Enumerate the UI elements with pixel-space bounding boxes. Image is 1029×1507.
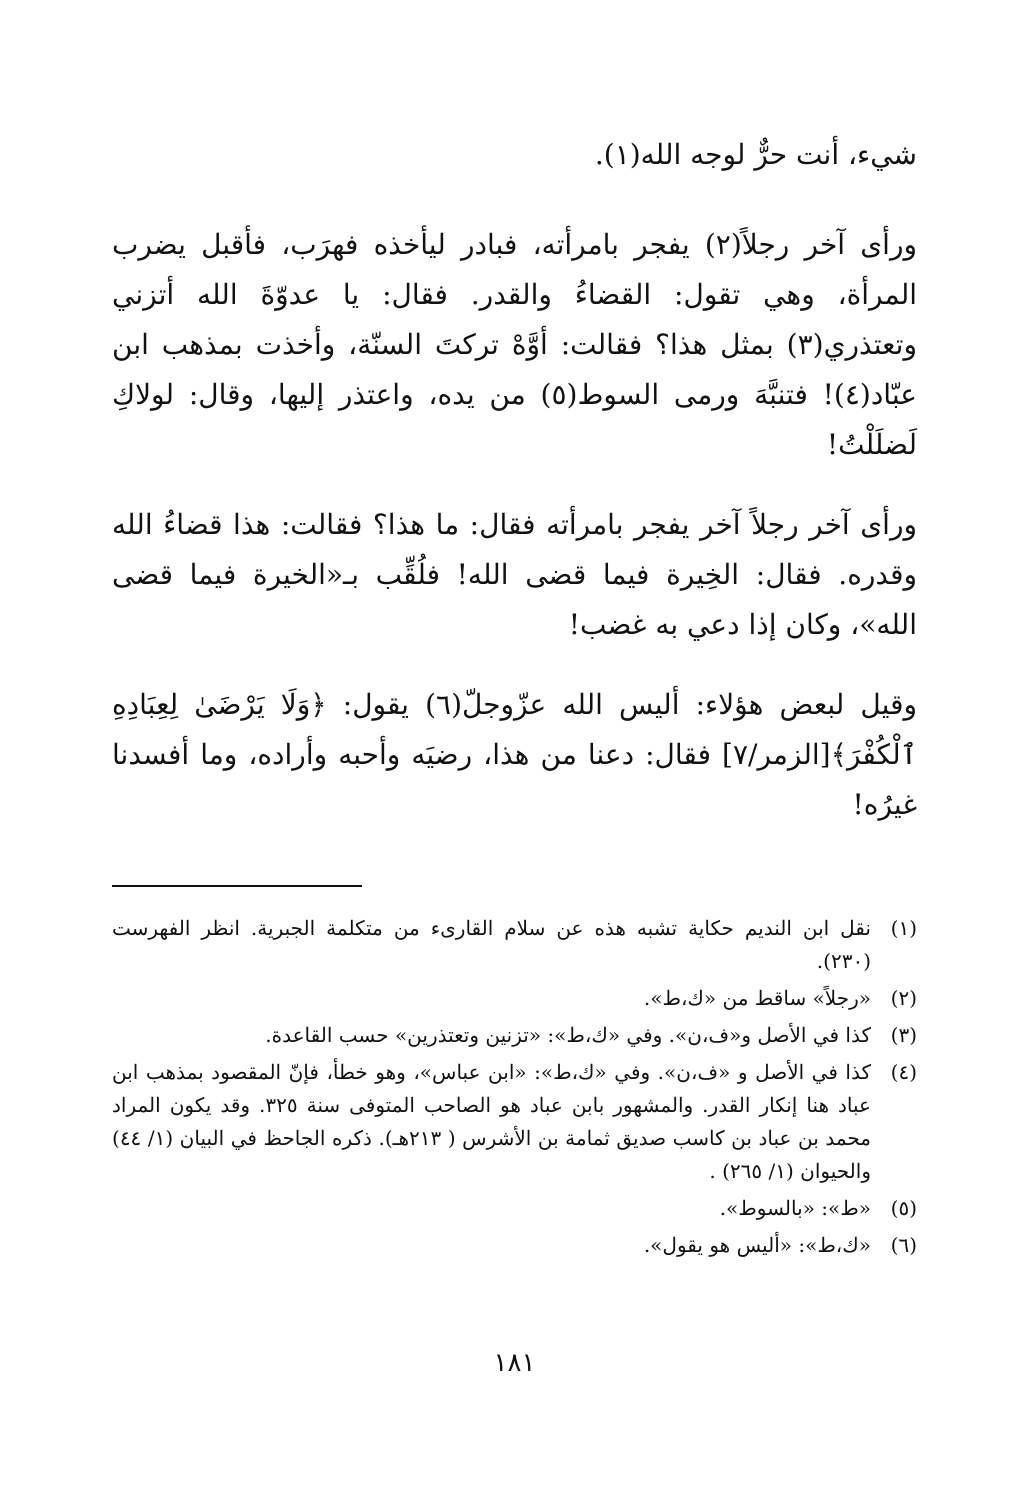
paragraph-3: ورأى آخر رجلاً آخر يفجر بامرأته فقال: ما هذا؟ فقالت: هذا قضاءُ الله وقدره. فقال: الخِيرة فيما قضى الله! فلُقِّب بـ«الخيرة فيما قضى الله»، وكان إذا دعي به غضب!: [112, 508, 917, 641]
footnote-text: «رجلاً» ساقط من «ك،ط».: [643, 986, 871, 1010]
footnote-number: (٦): [890, 1233, 917, 1257]
footnote-number: (٥): [890, 1196, 917, 1220]
main-text: [112, 130, 917, 860]
footnote-2: [112, 982, 917, 1015]
footnote-divider: [112, 885, 362, 887]
page-number: ١٨١: [493, 1348, 536, 1378]
paragraph-4: وقيل لبعض هؤلاء: أليس الله عزّوجلّ(٦) يقول: ﴿وَلَا يَرْضَىٰ لِعِبَادِهِ ٱلْكُفْرَ﴾[الزمر/٧] فقال: دعنا من هذا، رضيَه وأحبه وأراده، وما أفسدنا غيرُه!: [112, 688, 917, 821]
footnote-6: [112, 1229, 917, 1262]
footnote-5: [112, 1192, 917, 1225]
footnote-number: (١): [890, 916, 917, 940]
footnote-text: كذا في الأصل و«ف،ن». وفي «ك،ط»: «تزنين وتعتذرين» حسب القاعدة.: [265, 1023, 871, 1047]
footnote-4: [112, 1056, 917, 1188]
footnote-text: كذا في الأصل و «ف،ن». وفي «ك،ط»: «ابن عباس»، وهو خطأ، فإنّ المقصود بمذهب ابن عباد هنا إنكار القدر. والمشهور بابن عباد هو الصاحب المتوفى سنة ٣٢٥. وقد يكون المراد محمد بن عباد بن كاسب صديق ثمامة بن الأشرس ( ٢١٣هـ). ذكره الجاحظ في البيان (١/ ٤٤) والحيوان (١/ ٢٦٥) .: [112, 1060, 871, 1183]
footnote-text: «ط»: «بالسوط».: [719, 1196, 871, 1220]
footnote-number: (٤): [890, 1060, 917, 1084]
footnote-text: «ك،ط»: «أليس هو يقول».: [643, 1233, 871, 1257]
footnotes: [112, 912, 917, 1266]
footnote-3: [112, 1019, 917, 1052]
paragraph-2: ورأى آخر رجلاً(٢) يفجر بامرأته، فبادر ليأخذه فهرَب، فأقبل يضرب المرأة، وهي تقول: القضاءُ والقدر. فقال: يا عدوّةَ الله أتزني وتعتذري(٣) بمثل هذا؟ فقالت: أوَّهْ تركتَ السنّة، وأخذت بمذهب ابن عبّاد(٤)! فتنبَّهَ ورمى السوط(٥) من يده، واعتذر إليها، وقال: لولاكِ لَضلَلْتُ!: [112, 228, 917, 461]
footnote-number: (٣): [890, 1023, 917, 1047]
footnote-text: نقل ابن النديم حكاية تشبه هذه عن سلام القارىء من متكلمة الجبرية. انظر الفهرست (٢٣٠).: [112, 916, 871, 973]
footnote-1: [112, 912, 917, 978]
paragraph-1: شيء، أنت حرٌّ لوجه الله(١).: [594, 138, 917, 171]
footnote-number: (٢): [890, 986, 917, 1010]
